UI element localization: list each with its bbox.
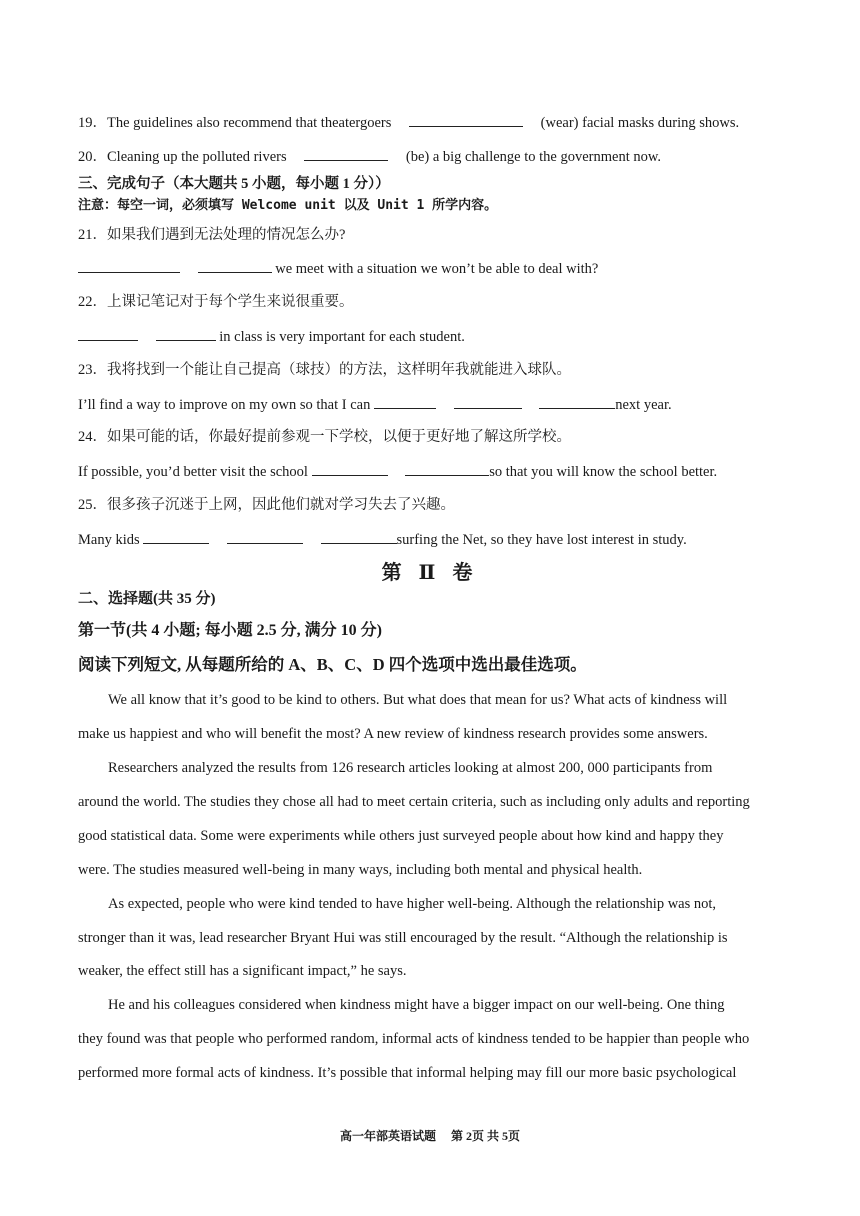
- question-22-en: [78, 327, 465, 346]
- page-footer: 高一年部英语试题 第 2页 共 5页: [339, 1129, 520, 1143]
- passage-line-8: stronger than it was, lead researcher Bryant Hui was still encouraged by the result. “Although the relationship is: [78, 930, 728, 946]
- q24-prefix: If possible, you’d better visit the school: [78, 464, 308, 480]
- q25-blank-2[interactable]: [227, 530, 303, 544]
- q25-suffix: surfing the Net, so they have lost interest in study.: [396, 532, 687, 548]
- q22-blank-1[interactable]: [78, 327, 138, 341]
- q23-blank-3[interactable]: [539, 395, 615, 409]
- q19-prefix: 19．The guidelines also recommend that theatergoers: [78, 115, 392, 131]
- passage-line-6: were. The studies measured well-being in many ways, including both mental and physical health.: [78, 862, 643, 878]
- q21-blank-1[interactable]: [78, 259, 180, 273]
- q20-blank[interactable]: [304, 147, 388, 161]
- q23-blank-2[interactable]: [454, 395, 522, 409]
- q23-blank-1[interactable]: [374, 395, 436, 409]
- question-21-en: [78, 259, 598, 278]
- passage-line-4: around the world. The studies they chose all had to meet certain criteria, such as including only adults and reporting: [78, 794, 750, 810]
- passage-line-3: Researchers analyzed the results from 126 research articles looking at almost 200, 000 participants from: [108, 760, 713, 776]
- section-3-note: 注意：每空一词，必须填写 Welcome unit 以及 Unit 1 所学内容。: [78, 198, 498, 213]
- q22-suffix: in class is very important for each student.: [219, 329, 465, 345]
- subsection-1-title: 第一节(共 4 小题; 每小题 2.5 分, 满分 10 分): [78, 622, 382, 639]
- q19-blank[interactable]: [409, 113, 523, 127]
- q24-suffix: so that you will know the school better.: [489, 464, 718, 480]
- question-19: [78, 113, 739, 132]
- reading-instruction: 阅读下列短文, 从每题所给的 A、B、C、D 四个选项中选出最佳选项。: [78, 655, 587, 674]
- q25-blank-1[interactable]: [143, 530, 209, 544]
- question-25-cn: 25．很多孩子沉迷于上网，因此他们就对学习失去了兴趣。: [78, 497, 455, 513]
- section-3-title: 三、完成句子（本大题共 5 小题，每小题 1 分））: [78, 176, 390, 192]
- passage-line-12: performed more formal acts of kindness. It’s possible that informal helping may fill our more basic psychological: [78, 1065, 737, 1081]
- passage-line-7: As expected, people who were kind tended to have higher well-being. Although the relationship was not,: [108, 896, 717, 912]
- passage-line-10: He and his colleagues considered when kindness might have a bigger impact on our well-being. One thing: [108, 997, 725, 1013]
- passage-line-5: good statistical data. Some were experiments while others just surveyed people about how kind and happy they: [78, 828, 724, 844]
- q25-prefix: Many kids: [78, 532, 140, 548]
- question-23-cn: 23．我将找到一个能让自己提高（球技）的方法，这样明年我就能进入球队。: [78, 362, 571, 378]
- q24-blank-2[interactable]: [405, 462, 489, 476]
- question-24-cn: 24．如果可能的话，你最好提前参观一下学校，以便于更好地了解这所学校。: [78, 429, 571, 445]
- q23-prefix: I’ll find a way to improve on my own so that I can: [78, 397, 371, 413]
- question-25-en: [78, 530, 687, 549]
- q22-blank-2[interactable]: [156, 327, 216, 341]
- q21-blank-2[interactable]: [198, 259, 272, 273]
- q20-suffix: (be) a big challenge to the government now.: [405, 149, 661, 165]
- question-22-cn: 22．上课记笔记对于每个学生来说很重要。: [78, 294, 354, 310]
- q23-suffix: next year.: [615, 397, 672, 413]
- passage-line-9: weaker, the effect still has a significant impact,” he says.: [78, 963, 407, 979]
- passage-line-11: they found was that people who performed random, informal acts of kindness tended to be happier than people who: [78, 1031, 750, 1047]
- passage-line-2: make us happiest and who will benefit the most? A new review of kindness research provides some answers.: [78, 726, 708, 742]
- q24-blank-1[interactable]: [312, 462, 388, 476]
- q19-suffix: (wear) facial masks during shows.: [540, 115, 740, 131]
- q21-suffix: we meet with a situation we won’t be able to deal with?: [275, 261, 599, 277]
- question-24-en: [78, 462, 717, 481]
- section-2-title: 二、选择题(共 35 分): [78, 591, 216, 607]
- q20-prefix: 20．Cleaning up the polluted rivers: [78, 149, 287, 165]
- question-21-cn: 21．如果我们遇到无法处理的情况怎么办?: [78, 227, 346, 243]
- part-2-title: 第 Ⅱ 卷: [381, 562, 479, 584]
- passage-line-1: We all know that it’s good to be kind to others. But what does that mean for us? What acts of kindness will: [108, 692, 728, 708]
- question-23-en: [78, 395, 672, 414]
- q25-blank-3[interactable]: [321, 530, 397, 544]
- question-20: [78, 147, 661, 166]
